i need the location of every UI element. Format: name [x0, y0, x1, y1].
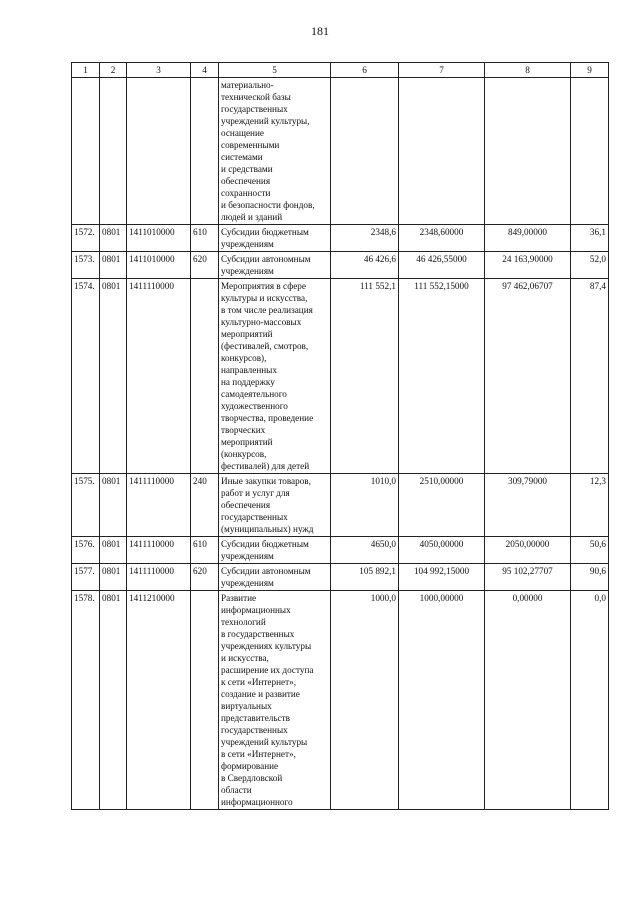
table-row — [72, 474, 609, 537]
expense-kind-cell — [191, 591, 219, 810]
percent-cell: 50,6 — [571, 537, 609, 564]
planned-amount-cell: 4650,0 — [331, 537, 399, 564]
executed-amount-cell: 0,00000 — [485, 591, 571, 810]
column-header: 9 — [571, 63, 609, 78]
executed-amount-cell: 2050,00000 — [485, 537, 571, 564]
executed-amount-cell: 97 462,06707 — [485, 279, 571, 474]
expense-kind-cell: 610 — [191, 537, 219, 564]
row-number-cell: 1574. — [72, 279, 100, 474]
column-header: 7 — [399, 63, 485, 78]
expense-kind-cell: 610 — [191, 225, 219, 252]
description-cell: Субсидии бюджетным учреждениям — [219, 537, 331, 564]
expense-kind-cell — [191, 78, 219, 225]
planned-amount-cell: 1010,0 — [331, 474, 399, 537]
target-article-cell: 1411110000 — [127, 537, 191, 564]
table-row — [72, 279, 609, 474]
planned-amount-cell — [331, 78, 399, 225]
target-article-cell: 1411110000 — [127, 564, 191, 591]
planned-amount-cell: 111 552,1 — [331, 279, 399, 474]
section-code-cell: 0801 — [100, 225, 127, 252]
percent-cell: 87,4 — [571, 279, 609, 474]
description-cell: материально- технической базы государственных учреждений культуры, оснащение современными системами и средствами обеспечения сохранности и безопасности фондов, людей и зданий — [219, 78, 331, 225]
planned-amount-cell: 46 426,6 — [331, 252, 399, 279]
section-code-cell: 0801 — [100, 537, 127, 564]
executed-amount-cell — [485, 78, 571, 225]
target-article-cell: 1411010000 — [127, 252, 191, 279]
description-cell: Развитие информационных технологий в государственных учреждениях культуры и искусства, расширение их доступа к сети «Интернет», создание и развитие виртуальных представительств государственных учреждений культуры в сети «Интернет», формирование в Свердловской области информационного — [219, 591, 331, 810]
row-number-cell: 1577. — [72, 564, 100, 591]
table-row — [72, 252, 609, 279]
percent-cell — [571, 78, 609, 225]
table-row — [72, 537, 609, 564]
row-number-cell: 1576. — [72, 537, 100, 564]
planned-amount-cell: 2348,6 — [331, 225, 399, 252]
section-code-cell — [100, 78, 127, 225]
executed-amount-cell: 849,00000 — [485, 225, 571, 252]
percent-cell: 12,3 — [571, 474, 609, 537]
planned-amount-cell: 105 892,1 — [331, 564, 399, 591]
executed-amount-cell: 24 163,90000 — [485, 252, 571, 279]
approved-amount-cell: 2510,00000 — [399, 474, 485, 537]
percent-cell: 36,1 — [571, 225, 609, 252]
row-number-cell — [72, 78, 100, 225]
percent-cell: 0,0 — [571, 591, 609, 810]
description-cell: Субсидии автономным учреждениям — [219, 252, 331, 279]
approved-amount-cell: 2348,60000 — [399, 225, 485, 252]
planned-amount-cell: 1000,0 — [331, 591, 399, 810]
table-body — [72, 78, 609, 810]
approved-amount-cell: 104 992,15000 — [399, 564, 485, 591]
column-header: 5 — [219, 63, 331, 78]
column-header: 1 — [72, 63, 100, 78]
column-header: 8 — [485, 63, 571, 78]
column-header: 4 — [191, 63, 219, 78]
section-code-cell: 0801 — [100, 279, 127, 474]
target-article-cell: 1411110000 — [127, 474, 191, 537]
row-number-cell: 1578. — [72, 591, 100, 810]
approved-amount-cell: 111 552,15000 — [399, 279, 485, 474]
row-number-cell: 1572. — [72, 225, 100, 252]
executed-amount-cell: 309,79000 — [485, 474, 571, 537]
target-article-cell: 1411010000 — [127, 225, 191, 252]
executed-amount-cell: 95 102,27707 — [485, 564, 571, 591]
expense-kind-cell: 240 — [191, 474, 219, 537]
section-code-cell: 0801 — [100, 591, 127, 810]
row-number-cell: 1573. — [72, 252, 100, 279]
description-cell: Субсидии бюджетным учреждениям — [219, 225, 331, 252]
percent-cell: 52,0 — [571, 252, 609, 279]
row-number-cell: 1575. — [72, 474, 100, 537]
target-article-cell — [127, 78, 191, 225]
approved-amount-cell — [399, 78, 485, 225]
table-row — [72, 591, 609, 810]
column-header: 3 — [127, 63, 191, 78]
column-header: 6 — [331, 63, 399, 78]
header-row — [72, 63, 609, 78]
page-number: 181 — [311, 24, 329, 38]
description-cell: Субсидии автономным учреждениям — [219, 564, 331, 591]
section-code-cell: 0801 — [100, 474, 127, 537]
description-cell: Мероприятия в сфере культуры и искусства, в том числе реализация культурно-массовых мероприятий (фестивалей, смотров, конкурсов), направленных на поддержку самодеятельного художественного творчества, проведение творческих мероприятий (конкурсов, фестивалей) для детей — [219, 279, 331, 474]
expense-kind-cell: 620 — [191, 252, 219, 279]
table-row — [72, 78, 609, 225]
expense-kind-cell — [191, 279, 219, 474]
target-article-cell: 1411210000 — [127, 591, 191, 810]
table-row — [72, 225, 609, 252]
description-cell: Иные закупки товаров, работ и услуг для обеспечения государственных (муниципальных) нужд — [219, 474, 331, 537]
expense-kind-cell: 620 — [191, 564, 219, 591]
approved-amount-cell: 46 426,55000 — [399, 252, 485, 279]
section-code-cell: 0801 — [100, 564, 127, 591]
percent-cell: 90,6 — [571, 564, 609, 591]
approved-amount-cell: 1000,00000 — [399, 591, 485, 810]
budget-table — [71, 62, 609, 810]
target-article-cell: 1411110000 — [127, 279, 191, 474]
table-row — [72, 564, 609, 591]
section-code-cell: 0801 — [100, 252, 127, 279]
column-header: 2 — [100, 63, 127, 78]
approved-amount-cell: 4050,00000 — [399, 537, 485, 564]
